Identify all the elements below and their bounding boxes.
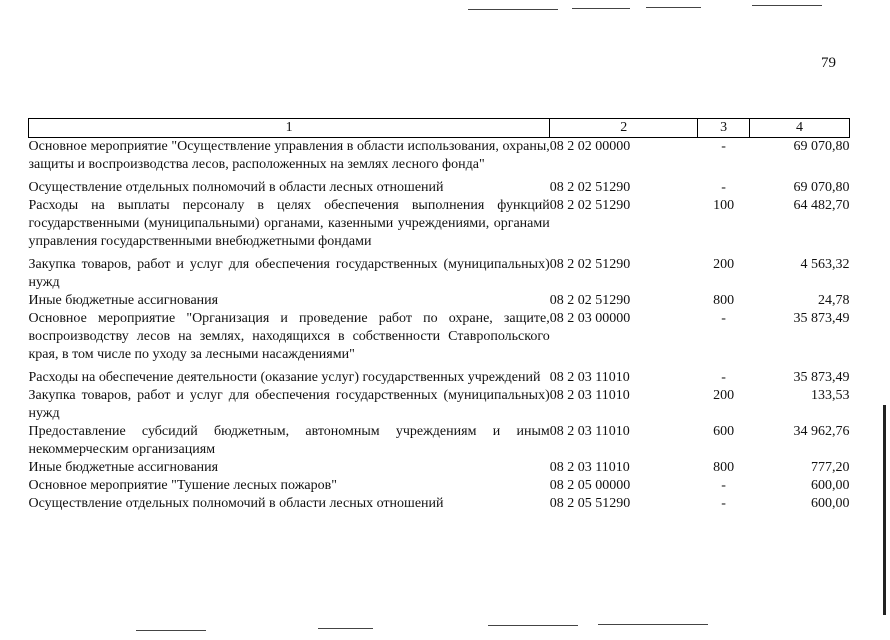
row-amount: 777,20	[811, 460, 850, 475]
row-expense-type: 600	[713, 424, 735, 439]
table-row	[29, 423, 850, 459]
scan-mark	[752, 5, 822, 6]
row-name: Закупка товаров, работ и услуг для обеспечения государственных (муниципальных) нужд	[28, 257, 550, 290]
row-code: 08 2 05 51290	[549, 496, 631, 511]
row-code: 08 2 02 00000	[549, 139, 631, 154]
scan-mark	[318, 628, 373, 629]
row-expense-type: 200	[713, 388, 735, 403]
row-name: Осуществление отдельных полномочий в области лесных отношений	[28, 496, 444, 511]
scan-mark	[488, 625, 578, 626]
row-amount: 69 070,80	[793, 139, 850, 154]
row-code: 08 2 03 11010	[549, 460, 630, 475]
row-code: 08 2 03 11010	[549, 424, 630, 439]
table-row	[29, 138, 850, 180]
row-code: 08 2 03 11010	[549, 388, 630, 403]
row-code: 08 2 02 51290	[549, 293, 631, 308]
scan-mark	[646, 7, 701, 8]
row-amount: 69 070,80	[793, 180, 850, 195]
row-name: Иные бюджетные ассигнования	[28, 460, 219, 475]
row-name: Закупка товаров, работ и услуг для обеспечения государственных (муниципальных) нужд	[28, 388, 550, 421]
row-expense-type: -	[721, 370, 726, 385]
scan-mark	[468, 9, 558, 10]
row-name: Осуществление отдельных полномочий в области лесных отношений	[28, 180, 444, 195]
row-amount: 133,53	[811, 388, 850, 403]
row-expense-type: 800	[713, 460, 735, 475]
table-row	[29, 477, 850, 495]
column-header: 4	[750, 119, 850, 138]
row-code: 08 2 02 51290	[549, 257, 631, 272]
row-amount: 35 873,49	[793, 311, 850, 326]
column-header: 3	[698, 119, 750, 138]
table-row	[29, 387, 850, 423]
row-expense-type: -	[721, 139, 726, 154]
row-code: 08 2 02 51290	[549, 180, 631, 195]
budget-table	[28, 118, 850, 513]
table-row	[29, 369, 850, 387]
row-amount: 34 962,76	[793, 424, 850, 439]
scan-mark	[572, 8, 630, 9]
row-amount: 4 563,32	[800, 257, 850, 272]
row-name: Расходы на обеспечение деятельности (оказание услуг) государственных учреждений	[28, 370, 541, 385]
table-row	[29, 459, 850, 477]
row-expense-type: -	[721, 180, 726, 195]
row-amount: 64 482,70	[793, 198, 850, 213]
row-name: Основное мероприятие "Тушение лесных пожаров"	[28, 478, 337, 493]
scan-mark	[136, 630, 206, 631]
row-name: Основное мероприятие "Осуществление управления в области использования, охраны, защиты и воспроизводства лесов, расположенных на землях лесного фонда"	[28, 139, 550, 172]
row-amount: 600,00	[811, 478, 850, 493]
row-amount: 24,78	[818, 293, 850, 308]
row-code: 08 2 03 00000	[549, 311, 631, 326]
row-name: Предоставление субсидий бюджетным, автономным учреждениям и иным некоммерческим организациям	[28, 424, 550, 457]
table-row	[29, 495, 850, 513]
row-amount: 35 873,49	[793, 370, 850, 385]
row-code: 08 2 03 11010	[549, 370, 630, 385]
table-row	[29, 310, 850, 369]
row-name: Расходы на выплаты персоналу в целях обеспечения выполнения функций государственными (муниципальными) органами, казенными учреждениями, органами управления государственными внебюджетными фондами	[28, 198, 550, 249]
table-row	[29, 292, 850, 310]
row-expense-type: 200	[713, 257, 735, 272]
row-expense-type: -	[721, 478, 726, 493]
scan-mark	[598, 624, 708, 625]
row-name: Иные бюджетные ассигнования	[28, 293, 219, 308]
column-header: 2	[550, 119, 698, 138]
table-header-row	[29, 119, 850, 138]
scan-edge-bar	[883, 405, 886, 615]
row-expense-type: 800	[713, 293, 735, 308]
row-amount: 600,00	[811, 496, 850, 511]
row-code: 08 2 02 51290	[549, 198, 631, 213]
table-row	[29, 179, 850, 197]
row-expense-type: 100	[713, 198, 735, 213]
table-row	[29, 256, 850, 292]
page-number: 79	[821, 55, 836, 71]
column-header: 1	[29, 119, 550, 138]
row-name: Основное мероприятие "Организация и проведение работ по охране, защите, воспроизводству лесов на землях, находящихся в собственности Ставропольского края, в том числе по уходу за лесными насаждениями"	[28, 311, 550, 362]
table-row	[29, 197, 850, 256]
row-expense-type: -	[721, 311, 726, 326]
row-expense-type: -	[721, 496, 726, 511]
row-code: 08 2 05 00000	[549, 478, 631, 493]
